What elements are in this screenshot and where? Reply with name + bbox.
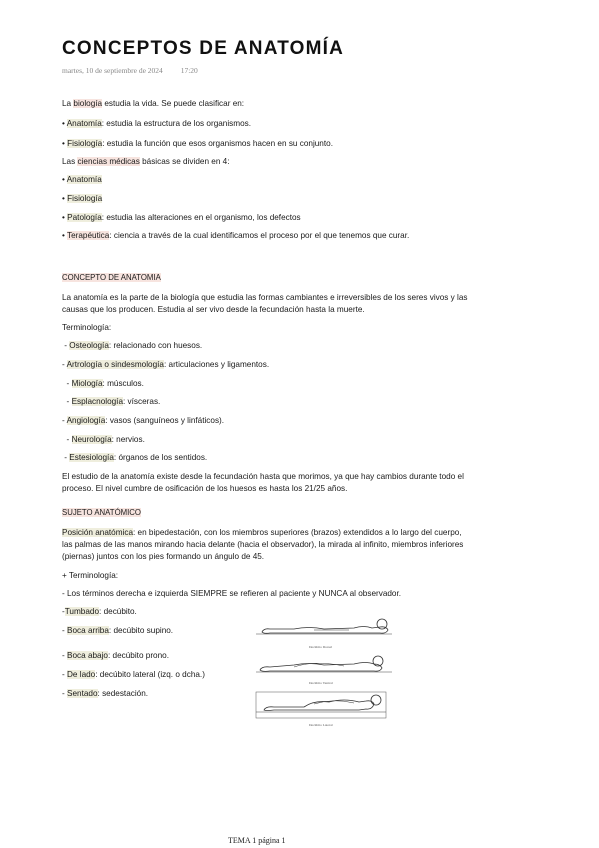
dash: -	[62, 360, 67, 369]
medicas-post: básicas se dividen en 4:	[139, 157, 230, 166]
list-item	[62, 650, 169, 662]
list-item	[62, 230, 409, 242]
supine-figure-illustration	[254, 612, 394, 652]
list-item	[62, 396, 160, 408]
figure-caption: Decúbito Lateral	[309, 723, 333, 727]
dash: -	[62, 416, 67, 425]
intro-line	[62, 98, 244, 110]
list-item	[62, 452, 207, 464]
dash: -	[62, 607, 65, 616]
term-desc: : ciencia a través de la cual identificamos el proceso por el que tenemos que curar.	[109, 231, 410, 240]
term: Posición anatómica	[62, 528, 133, 537]
figure-caption: Decúbito Dorsal	[309, 645, 333, 649]
term: Miología	[71, 379, 103, 388]
term: Artrología o sindesmología	[66, 360, 164, 369]
prone-figure-illustration	[254, 652, 394, 688]
note-time: 17:20	[180, 66, 198, 75]
term: Boca arriba	[67, 626, 109, 635]
dash: -	[62, 689, 68, 698]
term-desc: : nervios.	[111, 435, 145, 444]
term-desc: : estudia la estructura de los organismos.	[101, 119, 252, 128]
list-item	[62, 606, 137, 618]
term: Terapéutica	[67, 231, 110, 240]
term-desc: : articulaciones y ligamentos.	[163, 360, 270, 369]
term-desc: : sedestación.	[97, 689, 149, 698]
term: Patología	[67, 213, 102, 222]
term: De lado	[67, 670, 96, 679]
term: Boca abajo	[67, 651, 108, 660]
dash: -	[62, 651, 68, 660]
term: Anatomía	[66, 175, 102, 184]
list-item	[62, 212, 301, 224]
section-title: CONCEPTO DE ANATOMIA	[62, 273, 161, 282]
section-title: SUJETO ANATÓMICO	[62, 508, 141, 517]
dash: -	[62, 379, 72, 388]
terminology-label-2: + Terminología:	[62, 571, 119, 580]
term: Osteología	[69, 341, 109, 350]
bullet: •	[62, 119, 67, 128]
posicion-paragraph	[62, 527, 472, 563]
note-meta	[62, 66, 198, 75]
medicas-line	[62, 156, 230, 168]
list-item	[62, 625, 173, 637]
dash: -	[62, 626, 68, 635]
lateral-figure-illustration	[254, 688, 394, 730]
term-desc: : estudia la función que esos organismos hacen en su conjunto.	[102, 139, 333, 148]
term-desc: : vasos (sanguíneos y linfáticos).	[105, 416, 225, 425]
list-item	[62, 138, 333, 150]
dash: -	[62, 435, 72, 444]
figure-decubito-dorsal	[254, 612, 394, 652]
bullet: •	[62, 213, 68, 222]
list-item	[62, 688, 148, 700]
dash: -	[62, 670, 68, 679]
terminology-label: Terminología:	[62, 323, 112, 332]
page-footer: TEMA 1 página 1	[228, 836, 286, 845]
term-desc: : órganos de los sentidos.	[113, 453, 208, 462]
term-desc: : relacionado con huesos.	[108, 341, 203, 350]
term: Esplacnología	[71, 397, 123, 406]
section-heading	[62, 273, 161, 282]
figure-decubito-lateral	[254, 688, 394, 730]
list-item	[62, 359, 269, 371]
anatomia-definition: La anatomía es la parte de la biología que estudia las formas cambiantes e irreversibles de los seres vivos y las causas que los producen. Estudia al ser vivo desde la fecundación hasta la muerte.	[62, 293, 468, 314]
dash: -	[62, 341, 70, 350]
section-heading	[62, 508, 141, 517]
figure-caption: Decúbito Ventral	[309, 681, 333, 685]
term-desc: : decúbito supino.	[108, 626, 174, 635]
list-item	[62, 434, 145, 446]
intro-post: estudia la vida. Se puede clasificar en:	[102, 99, 245, 108]
page-title: CONCEPTOS DE ANATOMÍA	[62, 38, 345, 59]
term-desc: : vísceras.	[123, 397, 161, 406]
term-desc: : músculos.	[102, 379, 144, 388]
term: Fisiología	[67, 194, 103, 203]
term: Estesiología	[69, 453, 114, 462]
medicas-term: ciencias médicas	[77, 157, 140, 166]
term-desc: : en bipedestación, con los miembros superiores (brazos) extendidos a lo largo del cuerpo, las palmas de las manos mirando hacia delante (hacia el observador), la mirada al infinito, miembros inferiores (piernas) juntos con los pies formando un ángulo de 45.	[62, 528, 464, 561]
list-item	[62, 193, 102, 205]
term: Fisiología	[67, 139, 103, 148]
note-date: martes, 10 de septiembre de 2024	[62, 66, 163, 75]
list-item	[62, 669, 205, 681]
medicas-pre: Las	[62, 157, 78, 166]
term: Tumbado	[64, 607, 100, 616]
bullet: •	[62, 194, 68, 203]
bullet: •	[62, 175, 67, 184]
intro-pre: La	[62, 99, 74, 108]
bullet: •	[62, 139, 68, 148]
bullet: •	[62, 231, 67, 240]
list-item	[62, 174, 102, 186]
term-desc: : decúbito prono.	[108, 651, 169, 660]
estudio-paragraph: El estudio de la anatomía existe desde la fecundación hasta que morimos, ya que hay cambios durante todo el proceso. El nivel cumbre de osificación de los huesos es hasta los 21/25 años.	[62, 472, 464, 493]
list-item	[62, 378, 144, 390]
dash: -	[62, 453, 70, 462]
term-desc: : decúbito lateral (izq. o dcha.)	[95, 670, 205, 679]
term-desc: : decúbito.	[99, 607, 137, 616]
regla-line: - Los términos derecha e izquierda SIEMPRE se refieren al paciente y NUNCA al observador.	[62, 589, 402, 598]
term: Anatomía	[66, 119, 102, 128]
term: Sentado	[67, 689, 98, 698]
term: Neurología	[71, 435, 112, 444]
list-item	[62, 415, 224, 427]
list-item	[62, 118, 251, 130]
list-item	[62, 340, 202, 352]
term: Angiología	[66, 416, 106, 425]
intro-term: biología	[73, 99, 103, 108]
term-desc: : estudia las alteraciones en el organismo, los defectos	[101, 213, 301, 222]
figure-decubito-ventral	[254, 652, 394, 688]
dash: -	[62, 397, 72, 406]
